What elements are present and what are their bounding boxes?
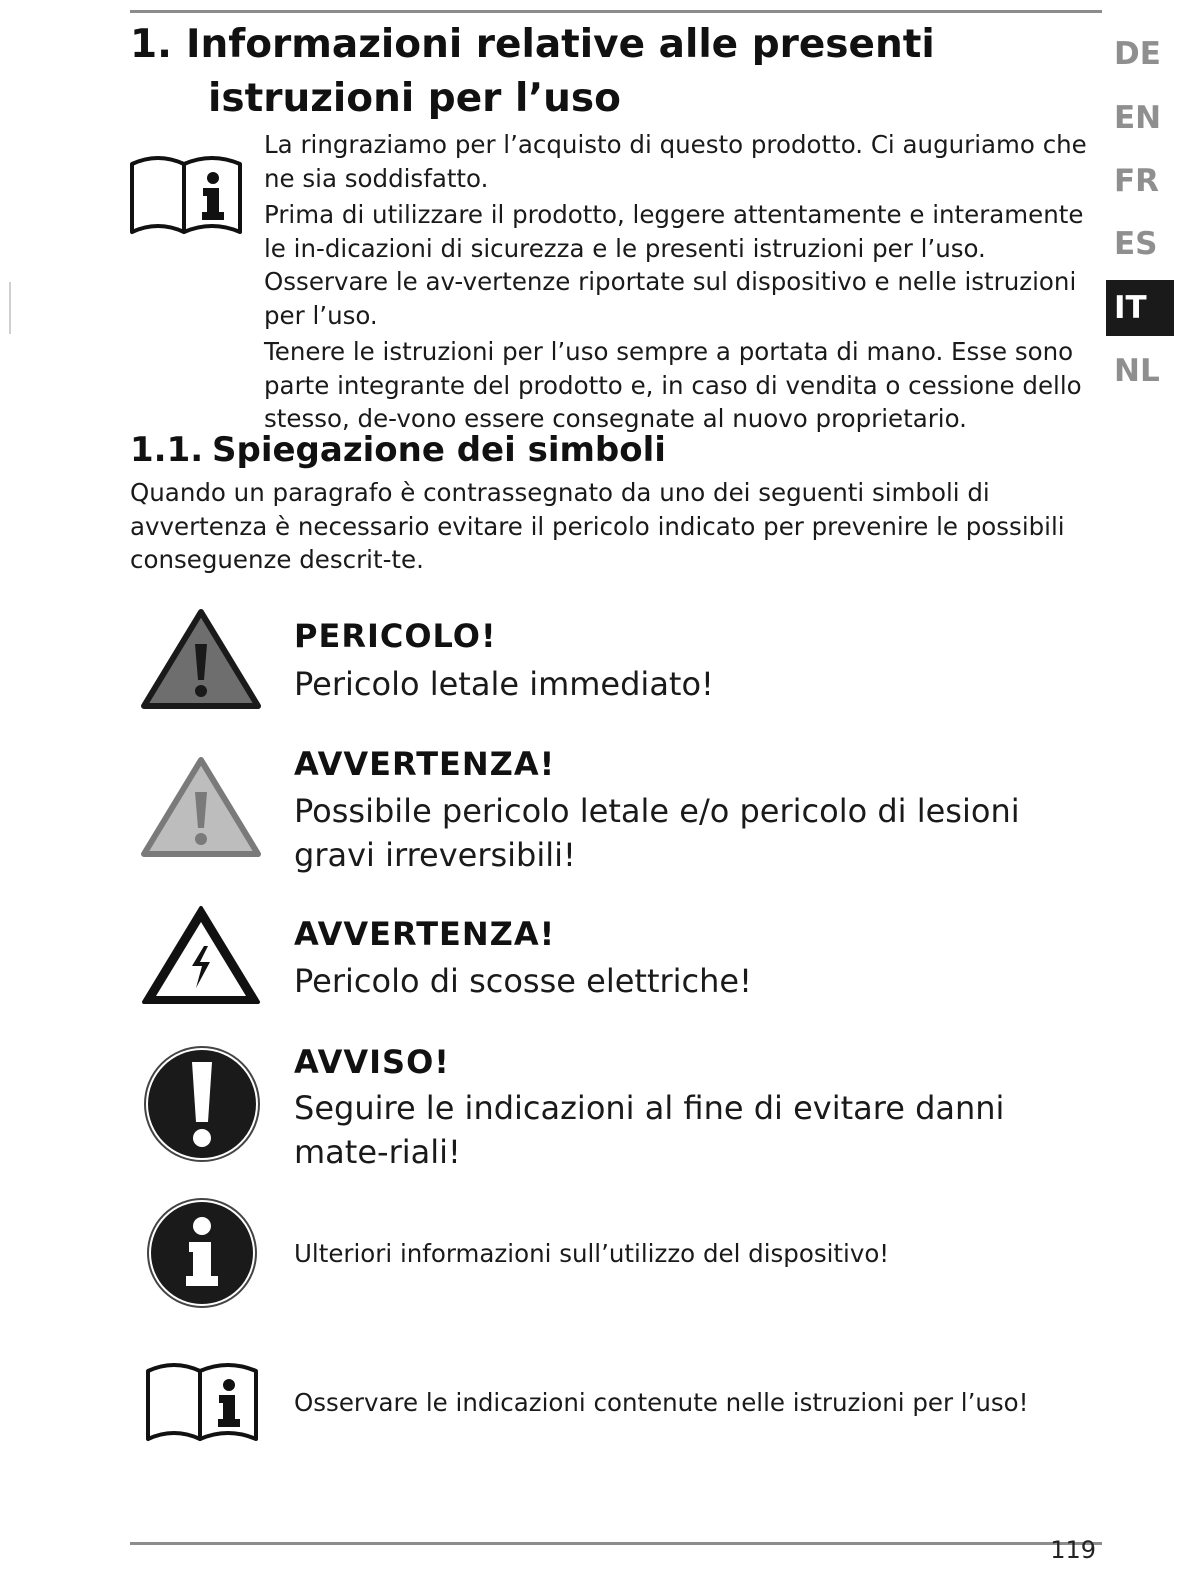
electric-shock-icon [140,904,262,1008]
margin-mark [9,282,11,334]
language-tab-nl[interactable]: NL [1114,353,1160,389]
symbol-title: AVVERTENZA! [294,745,556,783]
danger-triangle-icon [140,608,262,712]
symbol-title: PERICOLO! [294,617,497,655]
intro-paragraph: La ringraziamo per l’acquisto di questo prodotto. Ci auguriamo che ne sia soddisfatto. [264,130,1087,193]
symbol-title: AVVISO! [294,1043,450,1081]
language-tab-it[interactable]: IT [1106,280,1174,336]
notice-exclamation-icon [142,1044,262,1164]
manual-info-icon [128,152,244,236]
bottom-rule [130,1542,1102,1545]
heading-line1: Informazioni relative alle presenti [186,22,935,67]
language-tab-fr[interactable]: FR [1114,163,1160,199]
section-title-text: Spiegazione dei simboli [212,430,666,470]
symbol-description: Pericolo di scosse elettriche! [294,962,752,1000]
symbol-description: Possibile pericolo letale e/o pericolo di lesioni gravi irreversibili! [294,792,1020,874]
intro-text [264,128,1104,439]
symbol-description: Osservare le indicazioni contenute nelle istruzioni per l’uso! [294,1388,1029,1417]
intro-paragraph: Prima di utilizzare il prodotto, leggere attentamente e interamente le in-dicazioni di sicurezza e le presenti istruzioni per l’uso. Osservare le av-vertenze riportate sul dispositivo e nelle istruzioni per l’uso. [264,200,1084,330]
intro-paragraph: Tenere le istruzioni per l’uso sempre a portata di mano. Esse sono parte integrante del prodotto e, in caso di vendita o cessione dello stesso, de-vono essere consegnate al nuovo proprietario. [264,337,1082,433]
section-lead: Quando un paragrafo è contrassegnato da uno dei seguenti simboli di avvertenza è necessario evitare il pericolo indicato per prevenire le possibili conseguenze descrit-te. [130,478,1065,574]
section-title [130,428,666,472]
language-tab-de[interactable]: DE [1114,36,1161,72]
heading-line2: istruzioni per l’uso [208,76,621,121]
top-rule [130,10,1102,13]
symbol-description: Seguire le indicazioni al fine di evitare danni mate-riali! [294,1089,1005,1171]
info-circle-icon [145,1196,259,1310]
language-tab-es[interactable]: ES [1114,226,1158,262]
language-tab-en[interactable]: EN [1114,100,1162,136]
page-title [130,18,935,126]
section-number: 1.1. [130,430,204,470]
warning-triangle-icon [140,756,262,860]
symbol-description: Ulteriori informazioni sull’utilizzo del dispositivo! [294,1239,890,1268]
heading-number: 1. [130,22,172,67]
page-number: 119 [1050,1536,1096,1564]
manual-info-icon [144,1358,260,1444]
symbol-title: AVVERTENZA! [294,915,556,953]
symbol-description: Pericolo letale immediato! [294,665,714,703]
